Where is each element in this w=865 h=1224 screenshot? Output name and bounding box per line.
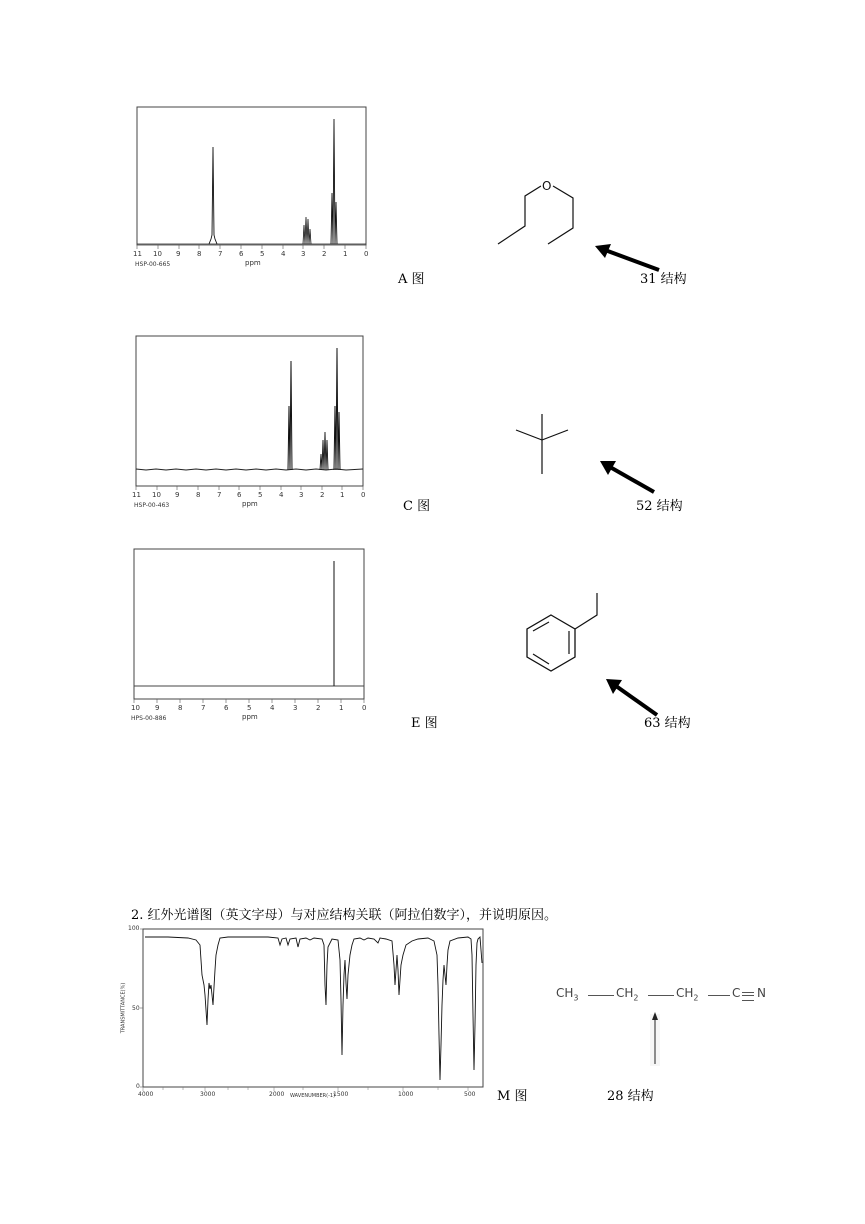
axis-tick: 0 (362, 704, 367, 712)
y-tick: 50 (132, 1005, 140, 1012)
axis-tick: 8 (197, 250, 202, 258)
x-tick: 4000 (138, 1091, 154, 1098)
nmr-spectrum-c (132, 336, 366, 516)
axis-tick: 4 (270, 704, 275, 712)
axis-tick: 11 (133, 250, 142, 258)
axis-tick: 3 (293, 704, 298, 712)
axis-tick: 4 (279, 491, 284, 499)
spectrum-code: HSP-00-463 (134, 502, 170, 509)
axis-tick: 1 (340, 491, 345, 499)
axis-tick: 3 (299, 491, 304, 499)
axis-tick: 6 (224, 704, 229, 712)
structure-dipropyl-ether (495, 176, 585, 248)
y-axis-label: TRANSMITTANCE(%) (120, 982, 127, 1034)
axis-tick: 1 (339, 704, 344, 712)
ir-plot-m (128, 925, 488, 1105)
bond-line (588, 995, 614, 996)
spectrum-letter-m: M 图 (497, 1089, 528, 1104)
spectrum-letter-c: C 图 (403, 499, 431, 514)
arrow-icon (598, 459, 658, 495)
y-tick: 100 (128, 925, 140, 932)
nmr-spectrum-e (131, 549, 367, 729)
atom-ch2: $CH_2$ (616, 986, 639, 1003)
structure-butyronitrile (556, 986, 766, 1006)
x-tick: 500 (464, 1091, 476, 1098)
x-axis-label: ppm (242, 713, 258, 721)
structure-label-28: 28 结构 (607, 1089, 654, 1104)
triple-bond (742, 992, 754, 1001)
spectrum-letter-e: E 图 (411, 716, 438, 731)
spectrum-code: HSP-00-665 (135, 261, 171, 268)
axis-tick: 6 (239, 250, 244, 258)
oxygen-atom-label: O (542, 179, 552, 193)
nmr-plot-e (131, 549, 367, 729)
spectrum-code: HPS-00-886 (131, 715, 167, 722)
axis-tick: 10 (153, 250, 162, 258)
axis-tick: 4 (281, 250, 286, 258)
spectrum-letter-a: A 图 (398, 272, 425, 287)
axis-tick: 5 (258, 491, 263, 499)
x-tick: 1500 (333, 1091, 349, 1098)
x-axis-label: WAVENUMBER(-1) (290, 1093, 336, 1099)
structure-ethylbenzene (520, 591, 610, 681)
x-tick: 3000 (200, 1091, 216, 1098)
axis-tick: 8 (178, 704, 183, 712)
x-axis-label: ppm (245, 259, 261, 267)
axis-tick: 9 (176, 250, 181, 258)
axis-tick: 2 (322, 250, 327, 258)
axis-tick: 2 (316, 704, 321, 712)
axis-tick: 1 (343, 250, 348, 258)
axis-tick: 3 (301, 250, 306, 258)
atom-n: N (757, 986, 766, 1000)
nmr-plot-a (137, 107, 367, 267)
axis-tick: 7 (218, 250, 223, 258)
nmr-plot-c (136, 336, 366, 516)
axis-tick: 7 (217, 491, 222, 499)
atom-ch3: $CH_3$ (556, 986, 579, 1003)
axis-tick: 2 (320, 491, 325, 499)
x-tick: 2000 (269, 1091, 285, 1098)
axis-tick: 11 (132, 491, 141, 499)
axis-tick: 5 (260, 250, 265, 258)
structure-label-31: 31 结构 (640, 272, 687, 287)
axis-tick: 6 (237, 491, 242, 499)
axis-tick: 10 (152, 491, 161, 499)
bond-line (708, 995, 730, 996)
atom-c: C (732, 986, 741, 1000)
axis-tick: 0 (364, 250, 369, 258)
bond-line (648, 995, 674, 996)
arrow-icon (647, 1010, 663, 1066)
arrow-icon (604, 677, 660, 717)
question-2-text: 2. 红外光谱图（英文字母）与对应结构关联（阿拉伯数字），并说明原因。 (131, 908, 558, 923)
structure-label-52: 52 结构 (636, 499, 683, 514)
axis-tick: 7 (201, 704, 206, 712)
structure-label-63: 63 结构 (644, 716, 691, 731)
ir-spectrum-m (120, 925, 488, 1105)
axis-tick: 0 (361, 491, 366, 499)
axis-tick: 10 (131, 704, 140, 712)
axis-tick: 8 (196, 491, 201, 499)
nmr-spectrum-a (133, 107, 369, 268)
axis-tick: 5 (247, 704, 252, 712)
y-tick: 0 (136, 1083, 140, 1090)
x-axis-label: ppm (242, 500, 258, 508)
axis-tick: 9 (175, 491, 180, 499)
structure-isobutane (512, 412, 572, 478)
axis-tick: 9 (155, 704, 160, 712)
x-tick: 1000 (398, 1091, 414, 1098)
atom-ch2: $CH_2$ (676, 986, 699, 1003)
